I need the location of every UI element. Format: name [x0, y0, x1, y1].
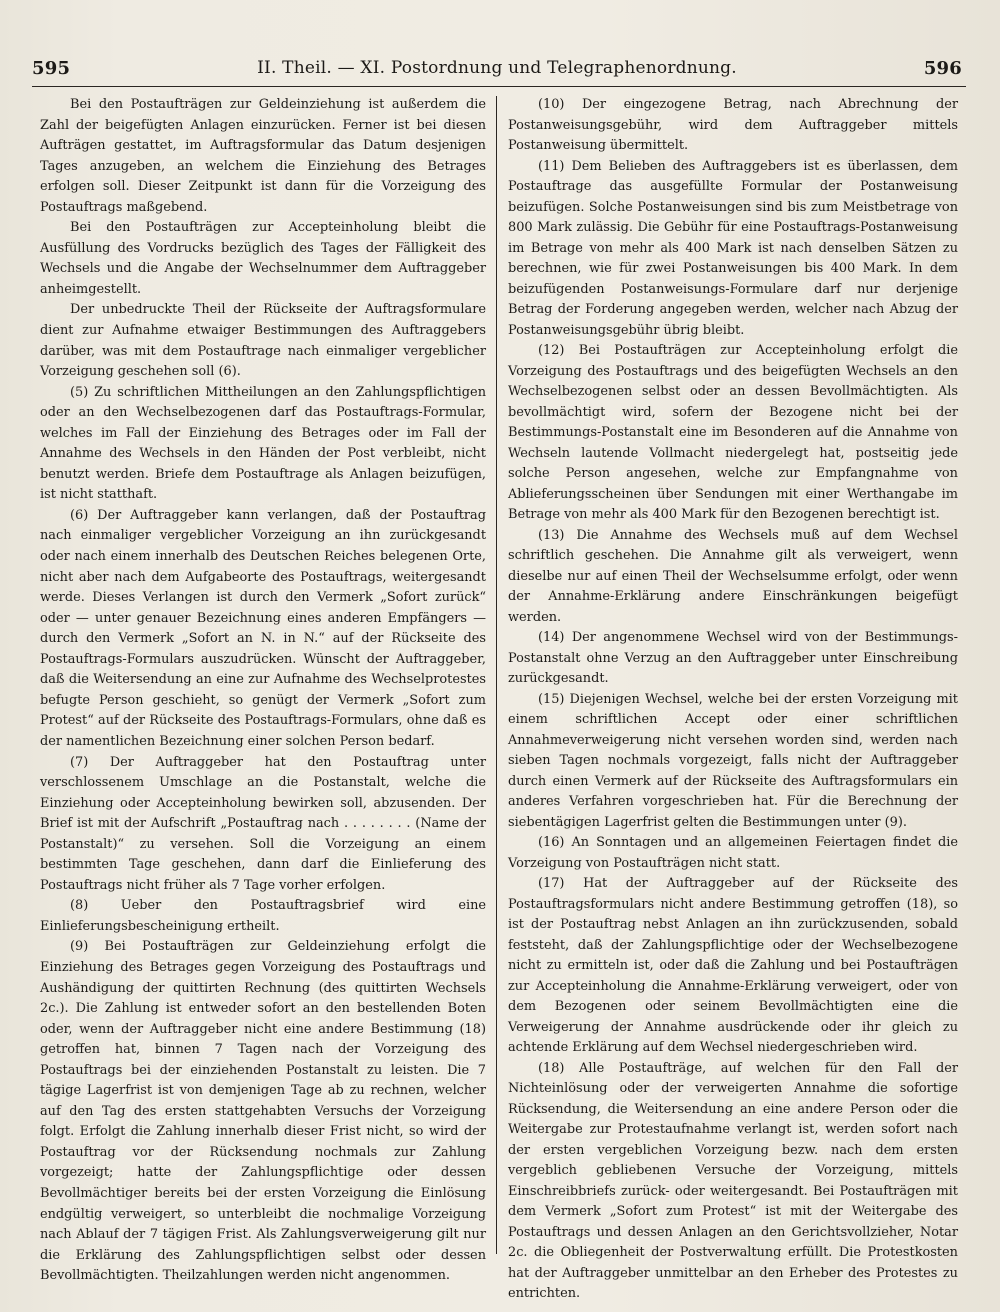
page-header: [32, 58, 962, 86]
right-column: [508, 95, 958, 1301]
paragraph: (17) Hat der Auftraggeber auf der Rückseite des Postauftragsformulars nicht andere Bestimmung getroffen (18), so ist der Postauftrag nebst Anlagen an ihn zurückzusenden, sobald feststeht, daß der Zahlungspflichtige oder der Wechselbezogene nicht zu ermitteln ist, oder daß die Zahlung und bei Postaufträgen zur Accepteinholung die Annahme-Erklärung verweigert, oder von dem Bezogenen oder seinem Bevollmächtigten eine die Verweigerung der Annahme ausdrückende oder ihr gleich zu achtende Erklärung auf dem Wechsel niedergeschrieben wird.: [508, 876, 958, 1055]
paragraph: (12) Bei Postaufträgen zur Accepteinholung erfolgt die Vorzeigung des Postauftrags und des beigefügten Wechsels an den Wechselbezogenen selbst oder an dessen Bevollmächtigten. Als bevollmächtigt wird, sofern der Bezogene nicht bei der Bestimmungs-Postanstalt eine im Besonderen auf die Annahme von Wechseln lautende Vollmacht niedergelegt hat, postseitig jede solche Person angesehen, welche zur Empfangnahme von Ablieferungsscheinen über Sendungen mit einer Werthangabe im Betrage von mehr als 400 Mark für den Bezogenen berechtigt ist.: [508, 343, 958, 522]
paragraph: Der unbedruckte Theil der Rückseite der Auftragsformulare dient zur Aufnahme etwaiger Bestimmungen des Auftraggebers darüber, was mit dem Postauftrage nach einmaliger vergeblicher Vorzeigung geschehen soll (6).: [40, 302, 486, 380]
page-number-right: 596: [923, 58, 962, 79]
paragraph: (10) Der eingezogene Betrag, nach Abrechnung der Postanweisungsgebühr, wird dem Auftraggeber mittels Postanweisung übermittelt.: [508, 97, 958, 153]
running-title: II. Theil. — XI. Postordnung und Telegraphenordnung.: [257, 58, 737, 78]
header-rule: [32, 86, 966, 87]
paragraph: Bei den Postaufträgen zur Geldeinziehung ist außerdem die Zahl der beigefügten Anlagen einzurücken. Ferner ist bei diesen Aufträgen gestattet, im Auftragsformular das Datum desjenigen Tages anzugeben, an welchem die Einziehung des Betrages erfolgen soll. Dieser Zeitpunkt ist dann für die Vorzeigung des Postauftrags maßgebend.: [40, 97, 486, 215]
paragraph: (13) Die Annahme des Wechsels muß auf dem Wechsel schriftlich geschehen. Die Annahme gilt als verweigert, wenn dieselbe nur auf einen Theil der Wechselsumme erfolgt, oder wenn der Annahme-Erklärung andere Einschränkungen beigefügt werden.: [508, 527, 958, 625]
left-column: [40, 95, 486, 1284]
paragraph: (11) Dem Belieben des Auftraggebers ist es überlassen, dem Postauftrage das ausgefüllte Formular der Postanweisung beizufügen. Solche Postanweisungen sind bis zum Meistbetrage von 800 Mark zulässig. Die Gebühr für eine Postauftrags-Postanweisung im Betrage von mehr als 400 Mark ist nach denselben Sätzen zu berechnen, wie für zwei Postanweisungen bis 400 Mark. In dem beizufügenden Postanweisungs-Formulare darf nur derjenige Betrag der Forderung angegeben werden, welcher nach Abzug der Postanweisungsgebühr übrig bleibt.: [508, 158, 958, 338]
column-divider: [496, 96, 497, 1254]
paragraph: (15) Diejenigen Wechsel, welche bei der ersten Vorzeigung mit einem schriftlichen Accept oder einer schriftlichen Annahmeverweigerung nicht versehen worden sind, werden nach sieben Tagen nochmals vorgezeigt, falls nicht der Auftraggeber durch einen Vermerk auf der Rückseite des Auftragsformulars ein anderes Verfahren vorgeschrieben hat. Für die Berechnung der siebentägigen Lagerfrist gelten die Bestimmungen unter (9).: [508, 691, 958, 830]
paragraph: (14) Der angenommene Wechsel wird von der Bestimmungs-Postanstalt ohne Verzug an den Auftraggeber unter Einschreibung zurückgesandt.: [508, 630, 958, 686]
paragraph: (18) Alle Postaufträge, auf welchen für den Fall der Nichteinlösung oder der verweigerten Annahme die sofortige Rücksendung, die Weitersendung an eine andere Person oder die Weitergabe zur Protestaufnahme verlangt ist, werden sofort nach der ersten vergeblichen Vorzeigung bezw. nach dem ersten vergeblich gebliebenen Versuche der Vorzeigung, mittels Einschreibbriefs zurück- oder weitergesandt. Bei Postaufträgen mit dem Vermerk „Sofort zum Protest“ ist mit der Weitergabe des Postauftrags und dessen Anlagen an den Gerichtsvollzieher, Notar 2c. die Obliegenheit der Postverwaltung erfüllt. Die Protestkosten hat der Auftraggeber unmittelbar an den Erheber des Protestes zu entrichten.: [508, 1060, 958, 1301]
paragraph: (9) Bei Postaufträgen zur Geldeinziehung erfolgt die Einziehung des Betrages gegen Vorzeigung des Postauftrags und Aushändigung der quittirten Rechnung (des quittirten Wechsels 2c.). Die Zahlung ist entweder sofort an den bestellenden Boten oder, wenn der Auftraggeber nicht eine andere Bestimmung (18) getroffen hat, binnen 7 Tagen nach der Vorzeigung des Postauftrags bei der einziehenden Postanstalt zu leisten. Die 7 tägige Lagerfrist ist von demjenigen Tage ab zu rechnen, welcher auf den Tag des ersten stattgehabten Versuchs der Vorzeigung folgt. Erfolgt die Zahlung innerhalb dieser Frist nicht, so wird der Postauftrag vor der Rücksendung nochmals zur Zahlung vorgezeigt; hatte der Zahlungspflichtige oder dessen Bevollmächtiger bereits bei der ersten Vorzeigung die Einlösung endgültig verweigert, so unterbleibt die nochmalige Vorzeigung nach Ablauf der 7 tägigen Frist. Als Zahlungsverweigerung gilt nur die Erklärung des Zahlungspflichtigen selbst oder dessen Bevollmächtigten. Theilzahlungen werden nicht angenommen.: [40, 939, 486, 1284]
paragraph: (7) Der Auftraggeber hat den Postauftrag unter verschlossenem Umschlage an die Postanstalt, welche die Einziehung oder Accepteinholung bewirken soll, abzusenden. Der Brief ist mit der Aufschrift „Postauftrag nach . . . . . . . . (Name der Postanstalt)“ zu versehen. Soll die Vorzeigung an einem bestimmten Tage geschehen, dann darf die Einlieferung des Postauftrags nicht früher als 7 Tage vorher erfolgen.: [40, 754, 486, 893]
page-number-left: 595: [32, 58, 71, 79]
paragraph: (8) Ueber den Postauftragsbrief wird eine Einlieferungsbescheinigung ertheilt.: [40, 898, 486, 934]
paragraph: (16) An Sonntagen und an allgemeinen Feiertagen findet die Vorzeigung von Postaufträgen nicht statt.: [508, 835, 958, 871]
paragraph: Bei den Postaufträgen zur Accepteinholung bleibt die Ausfüllung des Vordrucks bezüglich des Tages der Fälligkeit des Wechsels und die Angabe der Wechselnummer dem Auftraggeber anheimgestellt.: [40, 220, 486, 297]
paragraph: (6) Der Auftraggeber kann verlangen, daß der Postauftrag nach einmaliger vergeblicher Vorzeigung an ihn zurückgesandt oder nach einem innerhalb des Deutschen Reiches belegenen Orte, nicht aber nach dem Aufgabeorte des Postauftrags, weitergesandt werde. Dieses Verlangen ist durch den Vermerk „Sofort zurück“ oder — unter genauer Bezeichnung eines anderen Empfängers — durch den Vermerk „Sofort an N. in N.“ auf der Rückseite des Postauftrags-Formulars auszudrücken. Wünscht der Auftraggeber, daß die Weitersendung an eine zur Aufnahme des Wechselprotestes befugte Person geschieht, so genügt der Vermerk „Sofort zum Protest“ auf der Rückseite des Postauftrags-Formulars, ohne daß es der namentlichen Bezeichnung einer solchen Person bedarf.: [40, 507, 486, 749]
paragraph: (5) Zu schriftlichen Mittheilungen an den Zahlungspflichtigen oder an den Wechselbezogenen darf das Postauftrags-Formular, welches im Fall der Einziehung des Betrages oder im Fall der Annahme des Wechsels in den Händen der Post verbleibt, nicht benutzt werden. Briefe dem Postauftrage als Anlagen beizufügen, ist nicht statthaft.: [40, 384, 486, 503]
